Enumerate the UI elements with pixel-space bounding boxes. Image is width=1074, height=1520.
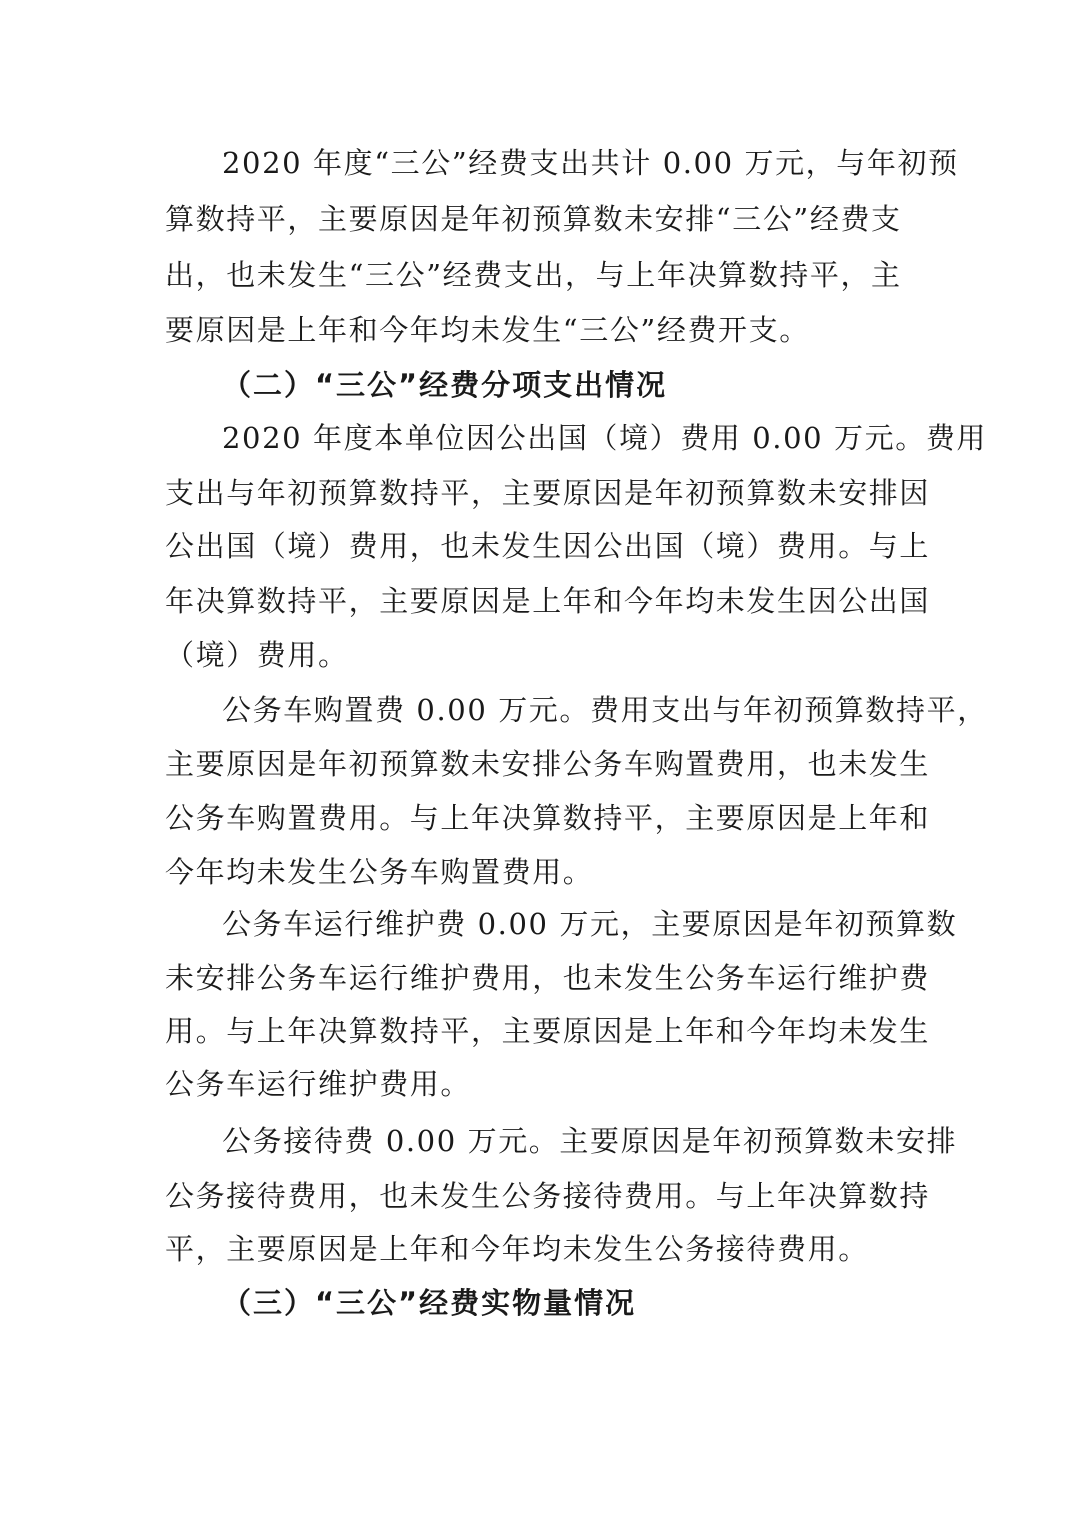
paragraph-line: 公出国（境）费用，也未发生因公出国（境）费用。与上 <box>165 529 931 563</box>
paragraph-line: 用。与上年决算数持平，主要原因是上年和今年均未发生 <box>165 1014 931 1048</box>
paragraph-line: 要原因是上年和今年均未发生“三公”经费开支。 <box>165 313 810 347</box>
paragraph-line: 公务接待费用，也未发生公务接待费用。与上年决算数持 <box>165 1179 931 1213</box>
paragraph-line: 未安排公务车运行维护费用，也未发生公务车运行维护费 <box>165 961 931 995</box>
paragraph-line: 支出与年初预算数持平，主要原因是年初预算数未安排因 <box>165 476 931 510</box>
paragraph-line: （境）费用。 <box>165 638 349 672</box>
paragraph-line: 今年均未发生公务车购置费用。 <box>165 855 594 889</box>
section-heading: （二）“三公”经费分项支出情况 <box>222 368 668 402</box>
paragraph-line: 平，主要原因是上年和今年均未发生公务接待费用。 <box>165 1232 869 1266</box>
paragraph-line: 主要原因是年初预算数未安排公务车购置费用，也未发生 <box>165 747 931 781</box>
paragraph-line: 公务车运行维护费用。 <box>165 1067 472 1101</box>
paragraph-line: 公务车运行维护费 0.00 万元，主要原因是年初预算数 <box>222 907 958 941</box>
paragraph-line: 公务车购置费用。与上年决算数持平，主要原因是上年和 <box>165 801 931 835</box>
paragraph-line: 2020 年度“三公”经费支出共计 0.00 万元，与年初预 <box>222 146 959 180</box>
paragraph-line: 算数持平，主要原因是年初预算数未安排“三公”经费支 <box>165 202 902 236</box>
paragraph-line: 出，也未发生“三公”经费支出，与上年决算数持平，主 <box>165 258 902 292</box>
paragraph-line: 年决算数持平，主要原因是上年和今年均未发生因公出国 <box>165 584 931 618</box>
paragraph-line: 2020 年度本单位因公出国（境）费用 0.00 万元。费用 <box>222 421 988 455</box>
section-heading: （三）“三公”经费实物量情况 <box>222 1286 637 1320</box>
paragraph-line: 公务车购置费 0.00 万元。费用支出与年初预算数持平， <box>222 693 988 727</box>
paragraph-line: 公务接待费 0.00 万元。主要原因是年初预算数未安排 <box>222 1124 958 1158</box>
